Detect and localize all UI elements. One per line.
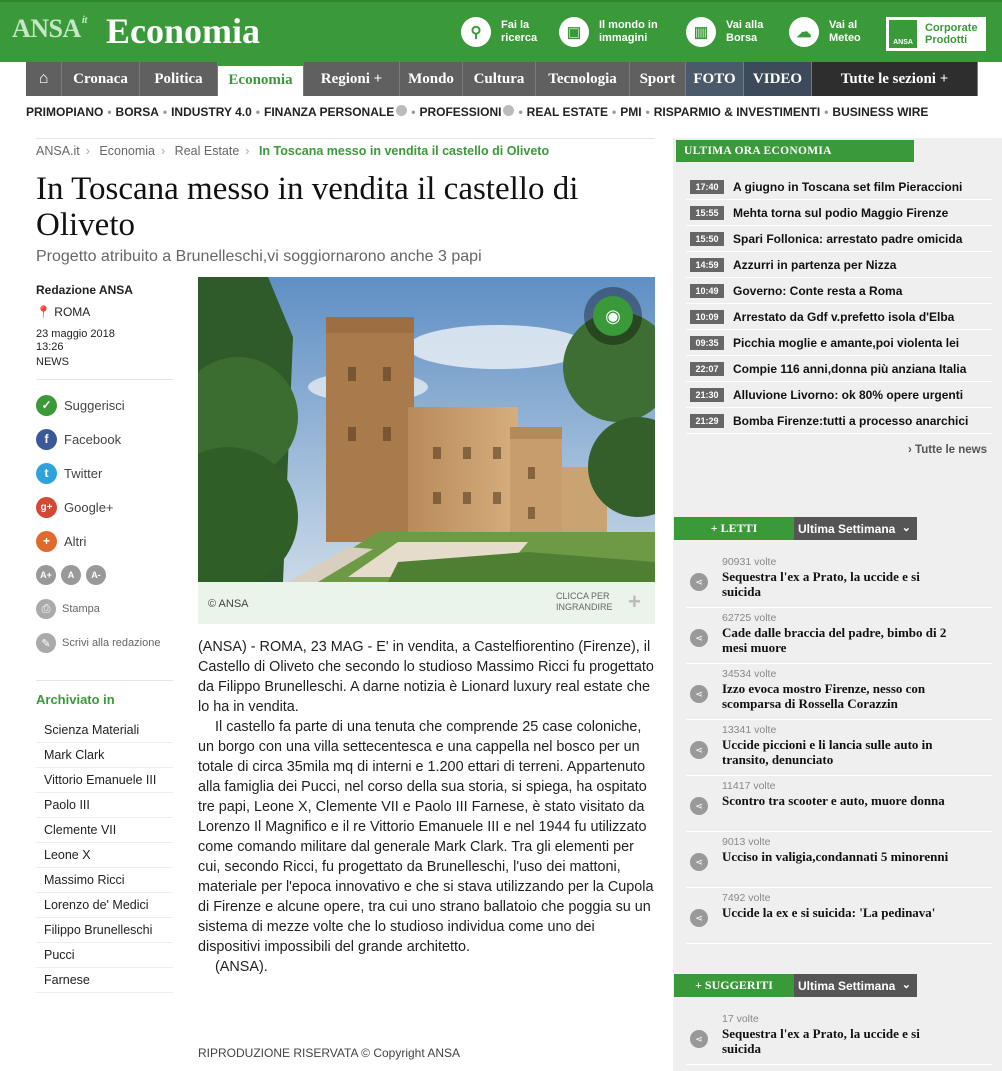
page-subtitle: Progetto atribuito a Brunelleschi,vi soggiornarono anche 3 papi xyxy=(36,248,482,265)
latest-news-item[interactable]: 15:50 Spari Follonica: arrestato padre omicida xyxy=(686,226,992,252)
pin-icon: 📍 xyxy=(36,305,51,319)
share-icon[interactable]: ⋖ xyxy=(690,909,708,927)
nav-cronaca[interactable]: Cronaca xyxy=(62,62,140,96)
archive-tag[interactable]: Massimo Ricci xyxy=(36,868,173,893)
archive-tag[interactable]: Lorenzo de' Medici xyxy=(36,893,173,918)
latest-news-item[interactable]: 10:09 Arrestato da Gdf v.prefetto isola d'Elba xyxy=(686,304,992,330)
nav-sport[interactable]: Sport xyxy=(630,62,686,96)
latest-news-item[interactable]: 14:59 Azzurri in partenza per Nizza xyxy=(686,252,992,278)
write-editor-button[interactable]: ✎ Scrivi alla redazione xyxy=(36,633,160,653)
archive-tag[interactable]: Filippo Brunelleschi xyxy=(36,918,173,943)
share-icon[interactable]: ⋖ xyxy=(690,629,708,647)
subnav-industry[interactable]: INDUSTRY 4.0 xyxy=(171,105,252,119)
image-icon: ▣ xyxy=(559,17,589,47)
latest-news-item[interactable]: 17:40 A giugno in Toscana set film Pieraccioni xyxy=(686,174,992,200)
share-icon[interactable]: ⋖ xyxy=(690,741,708,759)
thumb-icon: ✓ xyxy=(36,395,57,416)
borsa-tool[interactable]: ▥ Vai alla Borsa xyxy=(686,14,763,50)
enlarge-plus-icon[interactable]: + xyxy=(628,589,641,614)
weather-icon: ☁ xyxy=(789,17,819,47)
article-paragraph: Il castello fa parte di una tenuta che comprende 25 case coloniche, un borgo con una villa settecentesca e una cappella nel bosco per un totale di circa 35mila mq di interni e 1.200 ettari di terreni. Appartenuto alla famiglia dei Pucci, nel corso della sua storia, si spiega, ha ospitato tre papi, Leone X, Clemente VII e Paolo III Farnese, è stato visitato da Lorenzo Il Magnifico e il re Vittorio Emanuele III e nel 1944 fu utilizzato come comando militare dal generale Mark Clark. Tra gli elementi per cui, secondo Ricci, fu progettato da Brunelleschi, l'uso dei mattoni, materiale per l'epoca innovativo e che si stava utilizzando per la Cupola di Firenze e alcune opere, tra cui uno strano ballatoio che poggia su un sistema di mezze volte che lo studioso individua come uno dei dispositivi impossibili del grande architetto. xyxy=(198,719,654,955)
latest-news-item[interactable]: 09:35 Picchia moglie e amante,poi violenta lei xyxy=(686,330,992,356)
nav-politica[interactable]: Politica xyxy=(140,62,218,96)
ansa-logo[interactable]: $ANSA^{it}$ xyxy=(12,14,87,43)
latest-news-item[interactable]: 15:55 Mehta torna sul podio Maggio Firenze xyxy=(686,200,992,226)
ansa-small-logo: ANSA xyxy=(889,20,917,48)
latest-news-item[interactable]: 10:49 Governo: Conte resta a Roma xyxy=(686,278,992,304)
font-increase-button[interactable]: A+ xyxy=(36,565,56,585)
latest-news-item[interactable]: 21:30 Alluvione Livorno: ok 80% opere urgenti xyxy=(686,382,992,408)
breadcrumb-economia[interactable]: Economia xyxy=(99,144,156,158)
subnav-pmi[interactable]: PMI xyxy=(620,105,642,119)
archive-tag[interactable]: Scienza Materiali xyxy=(36,718,173,743)
divider xyxy=(36,680,173,681)
print-button[interactable]: ⎙ Stampa xyxy=(36,599,100,619)
search-icon: ⚲ xyxy=(461,17,491,47)
nav-all-sections[interactable]: Tutte le sezioni + xyxy=(812,62,978,96)
chevron-down-icon: ⌄ xyxy=(901,979,911,991)
twitter-icon: t xyxy=(36,463,57,484)
subnav-finanza[interactable]: FINANZA PERSONALE xyxy=(264,105,395,119)
google-plus-icon: g+ xyxy=(36,497,57,518)
publish-date: 23 maggio 2018 13:26 xyxy=(36,328,115,353)
gallery-button[interactable] xyxy=(584,287,642,345)
facebook-icon: f xyxy=(36,429,57,450)
tab-most-read[interactable]: + LETTI xyxy=(674,517,794,540)
subnav-primopiano[interactable]: PRIMOPIANO xyxy=(26,105,104,119)
most-read-item[interactable]: 7492 volte ⋖ Uccide la ex e si suicida: 'La pedinava' xyxy=(686,888,992,944)
all-news-link[interactable]: › Tutte le news xyxy=(908,444,988,456)
pencil-icon: ✎ xyxy=(36,633,56,653)
sub-nav: PRIMOPIANO • BORSA • INDUSTRY 4.0 • FINANZA PERSONALE • PROFESSIONI • REAL ESTATE • PMI • RISPARMIO & INVESTIMENTI • BUSINESS WIRE xyxy=(26,105,929,119)
copyright-notice: RIPRODUZIONE RISERVATA © Copyright ANSA xyxy=(198,1046,461,1060)
breadcrumb-current: In Toscana messo in vendita il castello di Oliveto xyxy=(258,144,550,158)
article-type: NEWS xyxy=(36,356,69,368)
most-read-item[interactable]: 13341 volte ⋖ Uccide piccioni e li lancia sulle auto in transito, denunciato xyxy=(686,720,992,776)
breadcrumb-real-estate[interactable]: Real Estate xyxy=(174,144,240,158)
enlarge-link[interactable]: CLICCA PER INGRANDIRE xyxy=(556,591,613,612)
camera-icon: ◉ xyxy=(593,296,633,336)
font-decrease-button[interactable]: A- xyxy=(86,565,106,585)
archive-tag[interactable]: Pucci xyxy=(36,943,173,968)
most-read-item[interactable]: 62725 volte ⋖ Cade dalle braccia del padre, bimbo di 2 mesi muore xyxy=(686,608,992,664)
nav-tecnologia[interactable]: Tecnologia xyxy=(536,62,630,96)
latest-news-heading: ULTIMA ORA ECONOMIA xyxy=(676,140,914,162)
share-facebook[interactable]: f Facebook xyxy=(36,428,121,450)
nav-foto[interactable]: FOTO xyxy=(686,62,744,96)
most-read-item[interactable]: 34534 volte ⋖ Izzo evoca mostro Firenze, nesso con scomparsa di Rossella Corazzin xyxy=(686,664,992,720)
divider xyxy=(36,379,173,380)
share-twitter[interactable]: t Twitter xyxy=(36,462,102,484)
archive-tag[interactable]: Leone X xyxy=(36,843,173,868)
nav-video[interactable]: VIDEO xyxy=(744,62,812,96)
archive-heading: Archiviato in xyxy=(36,692,115,707)
nav-economia[interactable]: Economia xyxy=(218,62,304,96)
share-icon[interactable]: ⋖ xyxy=(690,853,708,871)
font-reset-button[interactable]: A xyxy=(61,565,81,585)
subnav-borsa[interactable]: BORSA xyxy=(115,105,159,119)
article-body xyxy=(198,637,658,977)
subnav-business-wire[interactable]: BUSINESS WIRE xyxy=(832,105,929,119)
page-title: In Toscana messo in vendita il castello di Oliveto xyxy=(36,171,579,243)
section-logo[interactable]: Economia xyxy=(106,11,261,51)
chevron-down-icon[interactable] xyxy=(503,105,514,116)
archive-tag[interactable]: Farnese xyxy=(36,968,173,993)
period-select[interactable]: Ultima Settimana ⌄ xyxy=(794,974,917,997)
tab-suggested[interactable]: + SUGGERITI xyxy=(674,974,794,997)
share-icon[interactable]: ⋖ xyxy=(690,1030,708,1048)
nav-regioni[interactable]: Regioni + xyxy=(304,62,400,96)
breadcrumb-home[interactable]: ANSA.it xyxy=(36,144,80,158)
share-google-plus[interactable]: g+ Google+ xyxy=(36,496,114,518)
print-icon: ⎙ xyxy=(36,599,56,619)
share-altri[interactable]: + Altri xyxy=(36,530,86,552)
chart-icon: ▥ xyxy=(686,17,716,47)
divider xyxy=(36,138,655,139)
subnav-real-estate[interactable]: REAL ESTATE xyxy=(526,105,608,119)
suggested-tabs xyxy=(674,974,917,997)
share-icon[interactable]: ⋖ xyxy=(690,573,708,591)
plus-icon: + xyxy=(36,531,57,552)
home-icon[interactable]: ⌂ xyxy=(26,62,62,96)
most-read-item[interactable]: 9013 volte ⋖ Ucciso in valigia,condannati 5 minorenni xyxy=(686,832,992,888)
meteo-tool[interactable]: ☁ Vai al Meteo xyxy=(789,14,861,50)
subnav-risparmio[interactable]: RISPARMIO & INVESTIMENTI xyxy=(653,105,821,119)
photo-credit: © ANSA xyxy=(208,598,249,610)
share-icon[interactable]: ⋖ xyxy=(690,797,708,815)
share-icon[interactable]: ⋖ xyxy=(690,685,708,703)
article-paragraph: (ANSA) - ROMA, 23 MAG - E' in vendita, a Castelfiorentino (Firenze), il Castello di Oliveto che secondo lo studioso Massimo Ricci fu progettato da Filippo Brunelleschi. A darne notizia è Lionard luxury real estate che lo ha in vendita. xyxy=(198,639,654,715)
suggested-item[interactable]: 17 volte ⋖ Sequestra l'ex a Prato, la uccide e si suicida xyxy=(686,1009,992,1065)
latest-news-item[interactable]: 21:29 Bomba Firenze:tutti a processo anarchici xyxy=(686,408,992,434)
archive-tag[interactable]: Vittorio Emanuele III xyxy=(36,768,173,793)
main-nav xyxy=(26,62,978,96)
location: 📍 ROMA xyxy=(36,305,91,319)
most-read-tabs xyxy=(674,517,917,540)
latest-news-item[interactable]: 22:07 Compie 116 anni,donna più anziana Italia xyxy=(686,356,992,382)
archive-tag[interactable]: Mark Clark xyxy=(36,743,173,768)
corporate-button[interactable]: ANSA Corporate Prodotti xyxy=(886,17,986,51)
most-read-item[interactable]: 11417 volte ⋖ Scontro tra scooter e auto, muore donna xyxy=(686,776,992,832)
chevron-down-icon[interactable] xyxy=(396,105,407,116)
period-select[interactable]: Ultima Settimana ⌄ xyxy=(794,517,917,540)
archive-tag[interactable]: Paolo III xyxy=(36,793,173,818)
most-read-item[interactable]: 90931 volte ⋖ Sequestra l'ex a Prato, la uccide e si suicida xyxy=(686,552,992,608)
article-paragraph: (ANSA). xyxy=(215,959,268,975)
nav-mondo[interactable]: Mondo xyxy=(400,62,463,96)
subnav-professioni[interactable]: PROFESSIONI xyxy=(419,105,502,119)
search-tool[interactable]: ⚲ Fai la ricerca xyxy=(461,14,537,50)
breadcrumb: ANSA.it › Economia › Real Estate › In Toscana messo in vendita il castello di Oliveto xyxy=(36,144,550,158)
archive-tag[interactable]: Clemente VII xyxy=(36,818,173,843)
nav-cultura[interactable]: Cultura xyxy=(463,62,536,96)
chevron-down-icon: ⌄ xyxy=(901,522,911,534)
images-tool[interactable]: ▣ Il mondo in immagini xyxy=(559,14,658,50)
share-suggerisci[interactable]: ✓ Suggerisci xyxy=(36,394,125,416)
author: Redazione ANSA xyxy=(36,283,133,297)
